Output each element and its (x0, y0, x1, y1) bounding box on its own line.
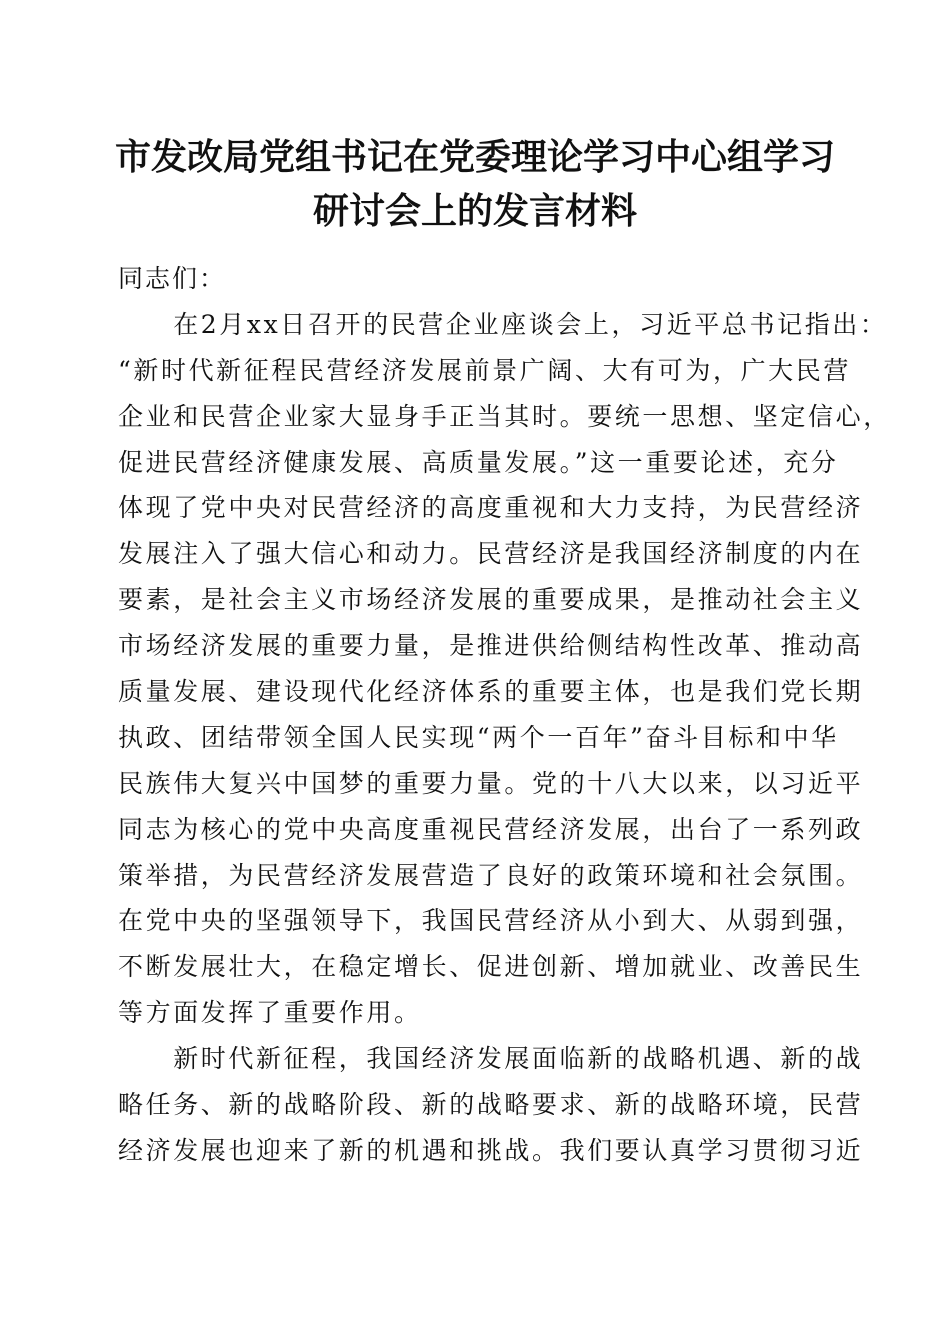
body-line: 在党中央的坚强领导下，我国民营经济从小到大、从弱到强， (118, 906, 864, 936)
body-line: 执政、团结带领全国人民实现“两个一百年”奋斗目标和中华 (118, 722, 839, 752)
body-line: 等方面发挥了重要作用。 (118, 998, 422, 1028)
body-line: 要素，是社会主义市场经济发展的重要成果，是推动社会主义 (118, 585, 864, 615)
body-line: 市场经济发展的重要力量，是推进供给侧结构性改革、推动高 (118, 631, 864, 661)
body-line: 不断发展壮大，在稳定增长、促进创新、增加就业、改善民生 (118, 952, 864, 982)
body-line: 经济发展也迎来了新的机遇和挑战。我们要认真学习贯彻习近 (118, 1135, 864, 1165)
body-line: 民族伟大复兴中国梦的重要力量。党的十八大以来，以习近平 (118, 768, 864, 798)
title-line-1: 市发改局党组书记在党委理论学习中心组学习 (114, 136, 835, 178)
body-line: 体现了党中央对民营经济的高度重视和大力支持，为民营经济 (118, 493, 864, 523)
body-line: 发展注入了强大信心和动力。民营经济是我国经济制度的内在 (118, 539, 864, 569)
body-line: “新时代新征程民营经济发展前景广阔、大有可为，广大民营 (118, 355, 851, 385)
body-line: 促进民营经济健康发展、高质量发展。”这一重要论述，充分 (118, 447, 839, 477)
document-body (118, 256, 891, 1174)
body-line: 在2月xx日召开的民营企业座谈会上，习近平总书记指出： (118, 309, 888, 339)
body-line: 新时代新征程，我国经济发展面临新的战略机遇、新的战 (118, 1044, 864, 1074)
document-title (110, 130, 840, 238)
body-line: 策举措，为民营经济发展营造了良好的政策环境和社会氛围。 (118, 860, 864, 890)
body-line: 略任务、新的战略阶段、新的战略要求、新的战略环境，民营 (118, 1090, 864, 1120)
body-line: 质量发展、建设现代化经济体系的重要主体，也是我们党长期 (118, 677, 864, 707)
title-line-2: 研讨会上的发言材料 (312, 190, 637, 232)
salutation: 同志们： (118, 264, 227, 293)
body-line: 企业和民营企业家大显身手正当其时。要统一思想、坚定信心， (118, 401, 891, 431)
body-line: 同志为核心的党中央高度重视民营经济发展，出台了一系列政 (118, 814, 864, 844)
